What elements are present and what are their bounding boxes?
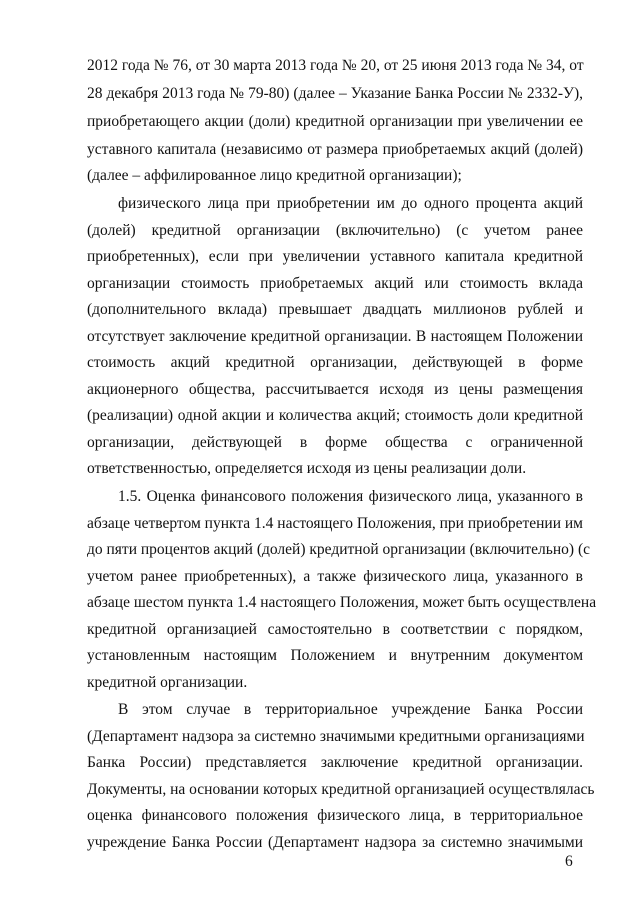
text-line: оценка финансового положения физического лица, в территориальное: [87, 807, 583, 824]
paragraph-first-line: физического лица при приобретении им до одного процента акций: [118, 195, 583, 212]
text-line: установленным настоящим Положением и внутренним документом: [87, 647, 583, 664]
text-line: абзаце четвертом пункта 1.4 настоящего Положения, при приобретении им: [87, 515, 583, 532]
page-number: 6: [565, 853, 573, 870]
text-line: приобретающего акции (доли) кредитной организации при увеличении ее: [87, 113, 583, 130]
text-line: организации, действующей в форме общества с ограниченной: [87, 434, 583, 451]
text-line: (долей) кредитной организации (включительно) (с учетом ранее: [87, 222, 583, 239]
text-line: до пяти процентов акций (долей) кредитной организации (включительно) (с: [87, 541, 590, 558]
text-line: организации стоимость приобретаемых акций или стоимость вклада: [87, 275, 583, 292]
text-line: кредитной организации.: [87, 674, 248, 691]
text-line: Банка России) представляется заключение кредитной организации.: [87, 754, 583, 771]
text-line: отсутствует заключение кредитной организации. В настоящем Положении: [87, 328, 583, 345]
paragraph-first-line: 1.5. Оценка финансового положения физического лица, указанного в: [118, 488, 583, 505]
text-line: ответственностью, определяется исходя из цены реализации доли.: [87, 460, 527, 477]
text-line: абзаце шестом пункта 1.4 настоящего Положения, может быть осуществлена: [87, 594, 597, 611]
text-line: кредитной организацией самостоятельно в соответствии с порядком,: [87, 621, 583, 638]
text-line: Документы, на основании которых кредитной организацией осуществлялась: [87, 781, 595, 798]
text-line: (далее – аффилированное лицо кредитной организации);: [87, 167, 462, 184]
text-line: (реализации) одной акции и количества акций; стоимость доли кредитной: [87, 407, 583, 424]
text-line: (Департамент надзора за системно значимыми кредитными организациями: [87, 728, 585, 745]
text-line: учреждение Банка России (Департамент надзора за системно значимыми: [87, 834, 583, 851]
text-line: приобретенных), если при увеличении уставного капитала кредитной: [87, 248, 583, 265]
text-line: учетом ранее приобретенных), а также физического лица, указанного в: [87, 568, 583, 585]
paragraph-first-line: В этом случае в территориальное учреждение Банка России: [118, 701, 583, 718]
text-line: стоимость акций кредитной организации, действующей в форме: [87, 354, 583, 371]
text-line: 2012 года № 76, от 30 марта 2013 года № 20, от 25 июня 2013 года № 34, от: [87, 57, 584, 74]
text-line: акционерного общества, рассчитывается исходя из цены размещения: [87, 381, 583, 398]
text-line: уставного капитала (независимо от размера приобретаемых акций (долей): [87, 141, 583, 158]
text-line: (дополнительного вклада) превышает двадцать миллионов рублей и: [87, 301, 583, 318]
text-line: 28 декабря 2013 года № 79-80) (далее – Указание Банка России № 2332-У),: [87, 85, 583, 102]
